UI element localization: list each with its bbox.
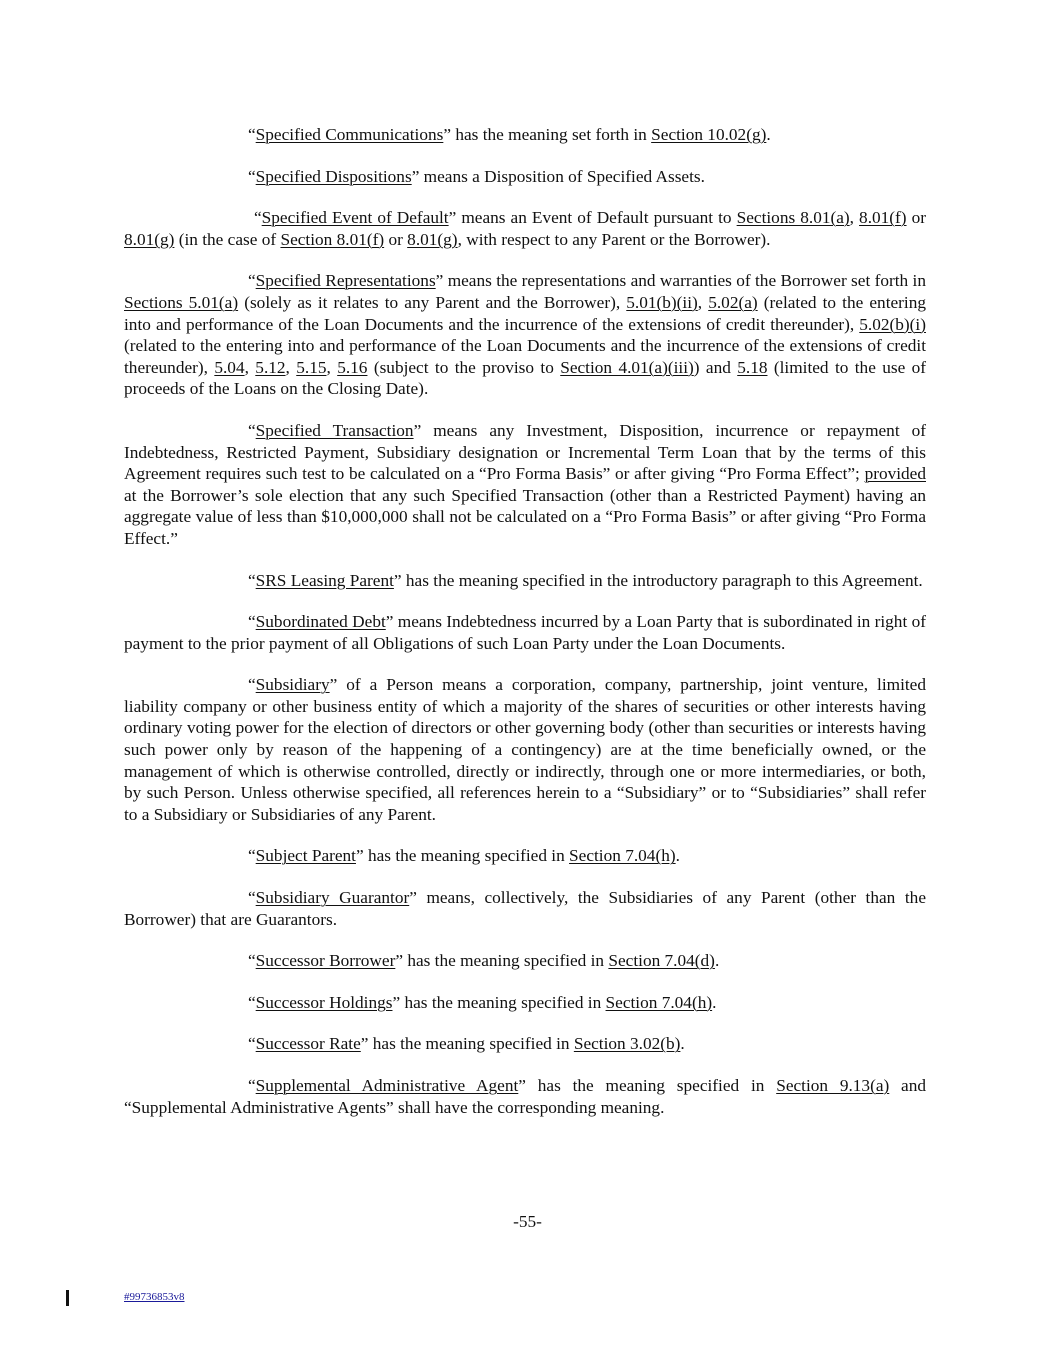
cross-reference: Section 4.01(a)(iii) — [560, 357, 694, 377]
definition-supplemental-administrative-agent — [124, 1075, 926, 1118]
defined-term: Successor Borrower — [255, 951, 396, 971]
defined-term: Successor Rate — [255, 1034, 361, 1054]
definition-text: “ — [248, 675, 256, 695]
definition-text: ” has the meaning specified in the introductory paragraph to this Agreement. — [393, 570, 923, 590]
definition-specified-transaction — [124, 420, 926, 550]
cross-reference: provided — [864, 464, 926, 484]
definition-text: ” has the meaning specified in — [518, 1076, 777, 1095]
definition-text: , — [285, 357, 297, 377]
definition-subsidiary-guarantor — [124, 887, 926, 930]
definition-text: (solely as it relates to any Parent and the Borrower), — [238, 292, 627, 312]
defined-term: Supplemental Administrative Agent — [255, 1076, 519, 1095]
definition-text: . — [675, 846, 680, 866]
cross-reference: Section 8.01(f) — [280, 229, 385, 249]
definition-text: , with respect to any Parent or the Borrower). — [457, 229, 771, 249]
cross-reference: 5.18 — [737, 357, 768, 377]
definition-text: “ — [248, 1076, 256, 1095]
definition-text: , — [244, 357, 256, 377]
definition-text: “ — [248, 166, 256, 186]
definition-text: or — [384, 229, 408, 249]
definition-text: , — [697, 292, 709, 312]
cross-reference: 8.01(f) — [859, 208, 907, 228]
definition-text: (related to the entering into and performance of the Loan Documents and the incurrence of the extensions of credit thereunder), — [124, 292, 927, 334]
cross-reference: 5.12 — [255, 357, 286, 377]
cross-reference: 8.01(g) — [407, 229, 458, 249]
cross-reference: 5.15 — [296, 357, 327, 377]
cross-reference: Section 10.02(g) — [651, 125, 767, 144]
page-number: -55- — [513, 1212, 542, 1231]
definition-text: , — [326, 357, 338, 377]
definition-text: ” of a Person means a corporation, company, partnership, joint venture, limited liability company or other business entity of which a majority of the shares of securities or other interests having ordinary voting power for the election of directors or other governing body (other than securities or interests having such power only by reason of the happening of a contingency) are at the time beneficially owned, or the management of which is otherwise controlled, directly or indirectly, through one or more intermediaries, or both, by such Person. Unless otherwise specified, all references herein to a “Subsidiary” or to “Subsidiaries” shall refer to a Subsidiary or Subsidiaries of any Parent. — [124, 675, 926, 824]
definition-text: . — [712, 992, 717, 1012]
cross-reference: 8.01(g) — [124, 229, 175, 249]
cross-reference: Section 7.04(d) — [608, 951, 715, 971]
definition-text: “ — [248, 271, 256, 291]
cross-reference: Section 7.04(h) — [569, 846, 676, 866]
definition-specified-communications — [124, 124, 926, 146]
defined-term: Specified Communications — [255, 125, 444, 144]
definition-specified-event-of-default — [124, 207, 926, 250]
definition-text: ” means a Disposition of Specified Assets. — [411, 166, 705, 186]
definition-text: ” means any Investment, Disposition, incurrence or repayment of Indebtedness, Restricted Payment, Subsidiary designation or Incremental Term Loan that by the terms of this Agreement requires such test to be calculated on a “Pro Forma Basis” or after giving “Pro Forma Effect”; — [124, 420, 927, 484]
definition-text: “ — [248, 125, 256, 144]
defined-term: Specified Representations — [255, 271, 436, 291]
definition-text: ” has the meaning specified in — [360, 1034, 574, 1054]
cross-reference: 5.02(a) — [708, 292, 758, 312]
definition-text: (limited to the use of proceeds of the Loans on the Closing Date). — [124, 357, 927, 399]
definition-subordinated-debt — [124, 611, 926, 654]
definition-text: “ — [248, 570, 256, 590]
definition-text: at the Borrower’s sole election that any such Specified Transaction (other than a Restricted Payment) having an aggregate value of less than $10,000,000 shall not be calculated on a “Pro Forma Basis” or after giving “Pro Forma Effect.” — [124, 485, 926, 548]
definition-text: . — [714, 951, 720, 971]
defined-term: Successor Holdings — [255, 992, 393, 1012]
definition-text: or — [906, 208, 927, 228]
cross-reference: Sections 5.01(a) — [124, 292, 239, 312]
definition-successor-rate — [124, 1033, 926, 1055]
cross-reference: Section 7.04(h) — [605, 992, 713, 1012]
definition-specified-representations — [124, 270, 926, 400]
definition-text: “ — [248, 992, 256, 1012]
definition-text: ” means an Event of Default pursuant to — [448, 208, 737, 228]
definition-text: ” means, collectively, the Subsidiaries of any Parent (other than the Borrower) that are Guarantors. — [124, 888, 926, 929]
definition-text: , — [849, 208, 860, 228]
definition-text: ) and — [693, 357, 738, 377]
definition-text: “ — [248, 846, 256, 866]
definition-specified-dispositions — [124, 166, 926, 188]
definition-srs-leasing-parent — [124, 570, 926, 592]
defined-term: SRS Leasing Parent — [255, 570, 394, 590]
definition-text: “ — [248, 612, 256, 632]
definition-successor-holdings — [124, 992, 926, 1014]
definition-text: ” has the meaning specified in — [392, 992, 606, 1012]
cross-reference: 5.02(b)(i) — [859, 314, 926, 334]
definition-text: “ — [248, 951, 256, 971]
cross-reference: Section 9.13(a) — [776, 1076, 890, 1095]
cross-reference: 5.16 — [337, 357, 368, 377]
defined-term: Subsidiary — [255, 675, 330, 695]
definition-text: “ — [248, 420, 256, 440]
definition-text: ” means Indebtedness incurred by a Loan Party that is subordinated in right of payment to the prior payment of all Obligations of such Loan Party under the Loan Documents. — [124, 612, 926, 653]
definition-text: and “Supplemental Administrative Agents” shall have the corresponding meaning. — [124, 1076, 927, 1117]
definition-text: “ — [254, 208, 262, 228]
definition-text: (subject to the proviso to — [367, 357, 561, 377]
definition-text: ” has the meaning specified in — [355, 846, 570, 866]
defined-term: Subordinated Debt — [255, 612, 386, 632]
definition-text: ” has the meaning set forth in — [443, 125, 652, 144]
defined-term: Specified Transaction — [255, 420, 414, 440]
definition-subject-parent — [124, 845, 926, 867]
definition-text: ” has the meaning specified in — [395, 951, 609, 971]
definition-text: (related to the entering into and performance of the Loan Documents and the incurrence of the extensions of credit thereunder), — [124, 336, 926, 377]
definition-text: “ — [248, 888, 256, 908]
revision-bar — [66, 1290, 69, 1306]
definition-text: ” means the representations and warranties of the Borrower set forth in — [435, 271, 926, 291]
cross-reference: Sections 8.01(a) — [736, 208, 850, 228]
definition-text: (in the case of — [174, 229, 281, 249]
definition-text: . — [680, 1034, 685, 1054]
document-id-link[interactable]: #99736853v8 — [124, 1291, 185, 1303]
cross-reference: 5.04 — [214, 357, 245, 377]
definition-successor-borrower — [124, 950, 926, 972]
defined-term: Subsidiary Guarantor — [255, 888, 410, 908]
defined-term: Specified Dispositions — [255, 166, 412, 186]
document-body — [124, 124, 926, 1138]
definition-subsidiary — [124, 674, 926, 825]
defined-term: Subject Parent — [255, 846, 356, 866]
definition-text: “ — [248, 1034, 256, 1054]
cross-reference: Section 3.02(b) — [573, 1034, 681, 1054]
cross-reference: 5.01(b)(ii) — [626, 292, 698, 312]
defined-term: Specified Event of Default — [261, 208, 449, 228]
definition-text: . — [766, 125, 771, 144]
